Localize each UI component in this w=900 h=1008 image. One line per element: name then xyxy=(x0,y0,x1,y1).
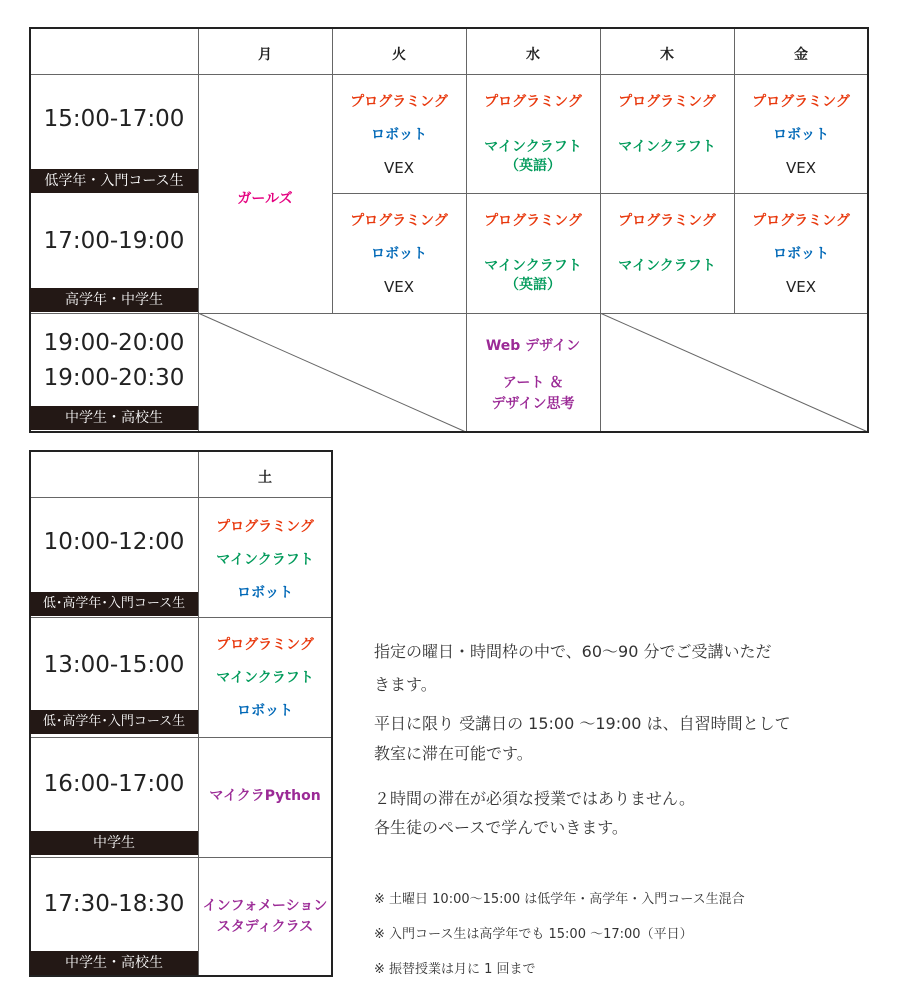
fri1-robot: ロボット xyxy=(773,127,829,143)
wed2-minecraft: マインクラフト xyxy=(484,258,582,274)
wed2-programming: プログラミング xyxy=(484,213,582,229)
wed3-web-design: Web デザイン xyxy=(485,338,581,354)
sat-time-slot-2: 13:00-15:00 xyxy=(43,652,185,678)
tue1-robot: ロボット xyxy=(371,127,427,143)
day-header-fri: 金 xyxy=(794,47,808,63)
tue2-programming: プログラミング xyxy=(350,213,448,229)
wed3-art-2: デザイン思考 xyxy=(491,396,575,412)
thu1-programming: プログラミング xyxy=(618,94,716,110)
note-line-2a: 平日に限り 受講日の 15:00 ～19:00 は、自習時間として xyxy=(374,714,791,733)
note-line-2b: 教室に滞在可能です。 xyxy=(374,744,533,763)
sat1-robot: ロボット xyxy=(237,585,293,601)
sat2-programming: プログラミング xyxy=(216,637,314,653)
tue1-vex: VEX xyxy=(383,159,414,177)
wed1-programming: プログラミング xyxy=(484,94,582,110)
monday-girls-class: ガールズ xyxy=(237,191,293,207)
tue1-programming: プログラミング xyxy=(350,94,448,110)
day-header-sat: 土 xyxy=(258,470,272,486)
note-line-3b: 各生徒のペースで学んでいきます。 xyxy=(374,818,628,837)
day-header-wed: 水 xyxy=(526,47,540,63)
day-header-thu: 木 xyxy=(660,47,674,63)
thu2-minecraft: マインクラフト xyxy=(618,258,716,274)
note-line-1b: きます。 xyxy=(374,675,437,694)
sat2-robot: ロボット xyxy=(237,703,293,719)
time-slot-3b: 19:00-20:30 xyxy=(43,365,185,391)
fri1-vex: VEX xyxy=(785,159,816,177)
wed1-english: （英語） xyxy=(505,158,561,174)
day-header-tue: 火 xyxy=(392,47,406,63)
wed1-minecraft: マインクラフト xyxy=(484,139,582,155)
fri2-vex: VEX xyxy=(785,278,816,296)
fri1-programming: プログラミング xyxy=(752,94,850,110)
fri2-programming: プログラミング xyxy=(752,213,850,229)
footnote-1: ※ 土曜日 10:00～15:00 は低学年・高学年・入門コース生混合 xyxy=(374,892,745,907)
sat1-programming: プログラミング xyxy=(216,519,314,535)
sat4-info-2: スタディクラス xyxy=(216,919,314,935)
group-band-3: 中学生・高校生 xyxy=(30,406,198,430)
note-line-1a: 指定の曜日・時間枠の中で、60～90 分でご受講いただ xyxy=(374,642,772,661)
fri2-robot: ロボット xyxy=(773,246,829,262)
thu1-minecraft: マインクラフト xyxy=(618,139,716,155)
sat3-python: マイクラPython xyxy=(209,788,321,804)
sat-group-band-2: 低･高学年･入門コース生 xyxy=(30,710,198,734)
tue2-vex: VEX xyxy=(383,278,414,296)
sat2-minecraft: マインクラフト xyxy=(216,670,314,686)
time-slot-1: 15:00-17:00 xyxy=(43,106,185,132)
time-slot-3a: 19:00-20:00 xyxy=(43,330,185,356)
sat-group-band-4: 中学生・高校生 xyxy=(30,951,198,975)
thu2-programming: プログラミング xyxy=(618,213,716,229)
wed2-english: （英語） xyxy=(505,277,561,293)
tue2-robot: ロボット xyxy=(371,246,427,262)
sat-time-slot-1: 10:00-12:00 xyxy=(43,529,185,555)
sat-group-band-3: 中学生 xyxy=(30,831,198,855)
footnote-2: ※ 入門コース生は高学年でも 15:00 ～17:00（平日） xyxy=(374,927,693,942)
footnote-3: ※ 振替授業は月に 1 回まで xyxy=(374,962,536,977)
day-header-mon: 月 xyxy=(258,47,272,63)
wed3-art-1: アート ＆ xyxy=(502,375,564,391)
group-band-1: 低学年・入門コース生 xyxy=(30,169,198,193)
note-line-3a: ２時間の滞在が必須な授業ではありません。 xyxy=(374,789,695,808)
sat-time-slot-4: 17:30-18:30 xyxy=(43,891,185,917)
sat-group-band-1: 低･高学年･入門コース生 xyxy=(30,592,198,616)
sat1-minecraft: マインクラフト xyxy=(216,552,314,568)
group-band-2: 高学年・中学生 xyxy=(30,288,198,312)
sat4-info-1: インフォメーション xyxy=(202,898,328,914)
time-slot-2: 17:00-19:00 xyxy=(43,228,185,254)
sat-time-slot-3: 16:00-17:00 xyxy=(43,771,185,797)
